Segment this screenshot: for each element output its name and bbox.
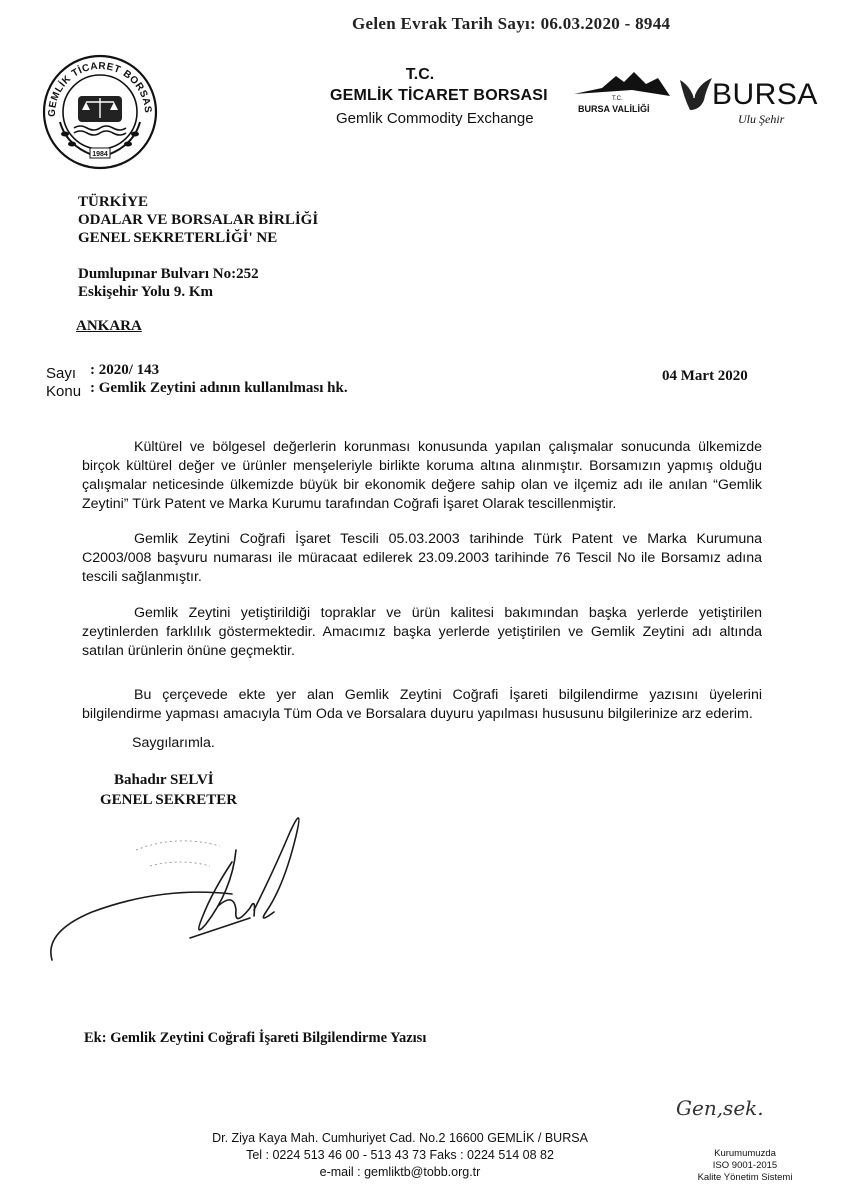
footer-email: e-mail : gemliktb@tobb.org.tr <box>319 1165 481 1179</box>
recipient-line-3: GENEL SEKRETERLİĞİ' NE <box>78 230 278 246</box>
sayi-value: : 2020/ 143 <box>90 362 160 378</box>
bursa-valiligi-logo <box>572 68 672 120</box>
sayi-label: Sayı <box>46 365 77 382</box>
iso-line-2: ISO 9001-2015 <box>712 1160 778 1171</box>
iso-line-1: Kurumumuzda <box>714 1148 776 1159</box>
tulip-icon <box>676 74 716 112</box>
recipient-city: ANKARA <box>76 318 142 334</box>
konu-label: Konu <box>46 383 82 400</box>
header-tc: T.C. <box>405 66 435 83</box>
organization-name: GEMLİK TİCARET BORSASI <box>330 87 548 104</box>
body-paragraph-2: Gemlik Zeytini Coğrafi İşaret Tescili 05.03.2003 tarihinde Türk Patent ve Marka Kurumuna C2003/008 başvuru numarası ile müracaat edilerek 23.09.2003 tarihinde 76 Tescil No ile Borsamız adına tescili sağlanmıştır. <box>82 531 762 585</box>
footer-address: Dr. Ziya Kaya Mah. Cumhuriyet Cad. No.2 16600 GEMLİK / BURSA <box>212 1131 588 1145</box>
signature-icon <box>40 810 340 980</box>
body-paragraph-4: Bu çerçevede ekte yer alan Gemlik Zeytini Coğrafi İşareti bilgilendirme yazısını üyelerini bilgilendirme yapması amacıyla Tüm Oda ve Borsalara duyuru yapılması hususunu bilgilerinize arz ederim. <box>82 687 762 722</box>
iso-line-3: Kalite Yönetim Sistemi <box>697 1172 793 1183</box>
valilik-label: BURSA VALİLİĞİ <box>578 104 650 114</box>
body-paragraph-3: Gemlik Zeytini yetiştirildiği topraklar ve ürün kalitesi bakımından başka yerlerde yetiştirilen zeytinlerden farklılık göstermektedir. Amacımız başka yerlerde yetiştirilen ve Gemlik Zeytini adı altında satılan ürünlerin önüne geçmektir. <box>82 605 762 659</box>
body-paragraph-1: Kültürel ve bölgesel değerlerin korunması konusunda yapılan çalışmalar sonucunda ülkemizde birçok kültürel değer ve ürünler menşeleriyle birlikte koruma altına alınmıştır. Borsamızın yapmış olduğu çalışmalar neticesinde ülkemizde büyük bir ekonomik değere sahip olan ve ilçemiz adı ile anılan “Gemlik Zeytini” Türk Patent ve Marka Kurumu tarafından Coğrafi İşaret Olarak tescillenmiştir. <box>82 439 762 512</box>
svg-text:1984: 1984 <box>92 151 108 158</box>
letter-date: 04 Mart 2020 <box>662 368 748 384</box>
bursa-city-logo <box>676 72 816 134</box>
mountain-icon <box>572 68 672 98</box>
recipient-line-1: TÜRKİYE <box>78 194 149 210</box>
recipient-address-1: Dumlupınar Bulvarı No:252 <box>78 266 259 282</box>
recipient-line-2: ODALAR VE BORSALAR BİRLİĞİ <box>78 212 319 228</box>
valilik-tc: T.C. <box>612 96 623 102</box>
signer-title: GENEL SEKRETER <box>100 792 238 808</box>
svg-text:GEMLİK TİCARET BORSASI: GEMLİK TİCARET BORSAS <box>46 60 154 117</box>
handwritten-note: Gen,sek. <box>676 1096 764 1120</box>
footer-phones: Tel : 0224 513 46 00 - 513 43 73 Faks : 0224 514 08 82 <box>246 1148 554 1162</box>
konu-value: : Gemlik Zeytini adının kullanılması hk. <box>90 380 348 396</box>
bursa-wordmark: BURSA <box>712 78 818 111</box>
organization-name-english: Gemlik Commodity Exchange <box>336 110 534 127</box>
incoming-document-stamp: Gelen Evrak Tarih Sayı: 06.03.2020 - 8944 <box>352 14 671 33</box>
recipient-address-2: Eskişehir Yolu 9. Km <box>78 284 214 300</box>
signer-name: Bahadır SELVİ <box>114 772 214 788</box>
borsa-seal-logo <box>40 52 160 172</box>
bursa-slogan: Ulu Şehir <box>738 112 785 126</box>
seal-icon <box>40 52 160 172</box>
closing-phrase: Saygılarımla. <box>132 735 215 751</box>
handwritten-signature <box>40 810 340 980</box>
attachment-note: Ek: Gemlik Zeytini Coğrafi İşareti Bilgilendirme Yazısı <box>84 1030 427 1046</box>
